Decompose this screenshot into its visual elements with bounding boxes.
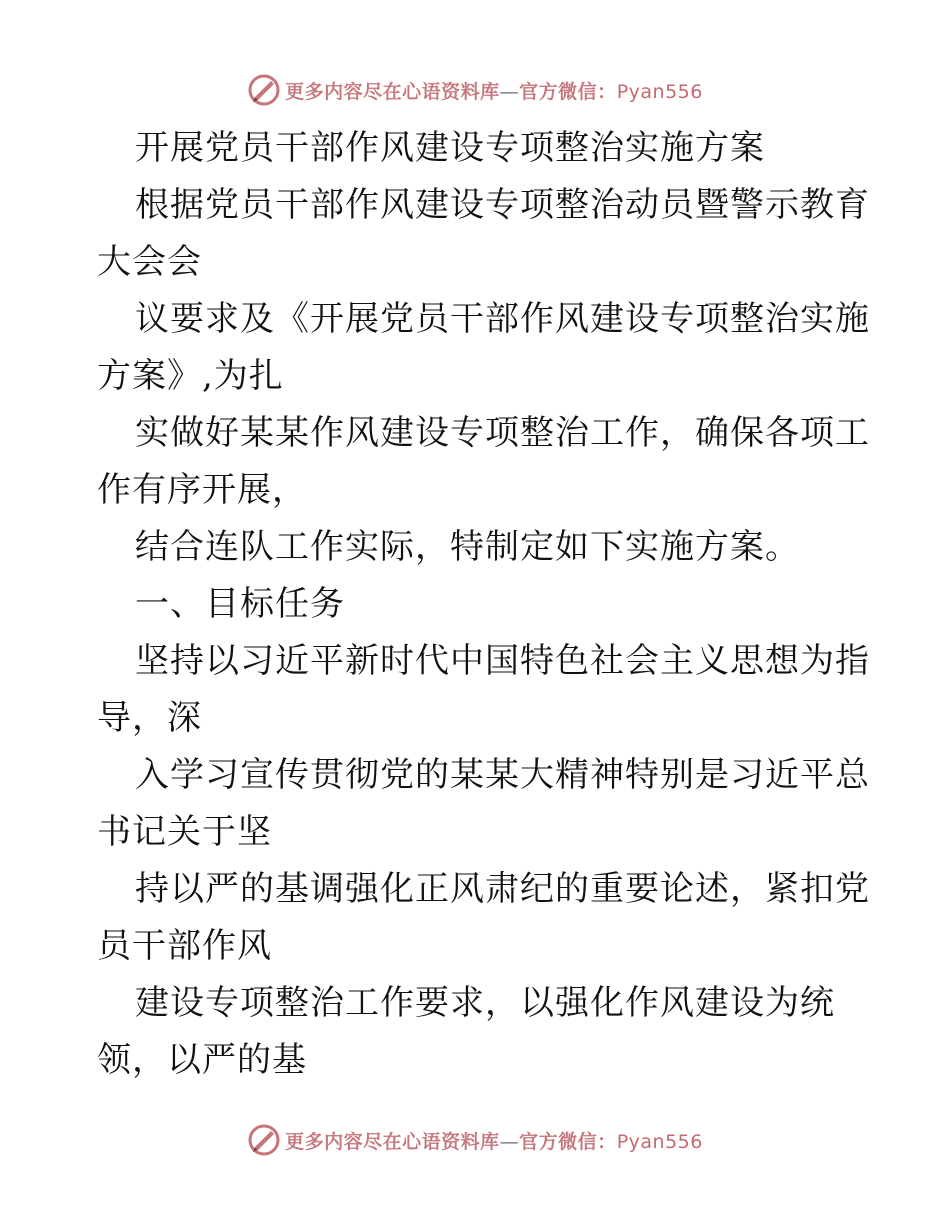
text-line: 导，深	[97, 698, 202, 738]
text-line: 员干部作风	[97, 926, 272, 966]
section-heading: 一、目标任务	[135, 584, 345, 624]
text-line: 持以严的基调强化正风肃纪的重要论述，紧扣党	[135, 869, 870, 909]
text-line: 领，以严的基	[97, 1040, 307, 1080]
text-line: 入学习宣传贯彻党的某某大精神特别是习近平总	[135, 755, 870, 795]
watermark-wechat-id: Pyan556	[616, 80, 703, 103]
text-line: 方案》,为扎	[97, 356, 284, 396]
text-line: 结合连队工作实际，特制定如下实施方案。	[135, 527, 800, 567]
watermark-wechat-id: Pyan556	[616, 1130, 703, 1153]
text-line: 坚持以习近平新时代中国特色社会主义思想为指	[135, 641, 870, 681]
text-line: 作有序开展，	[97, 470, 307, 510]
watermark-wechat-label: 官方微信：	[519, 80, 617, 103]
pen-logo-icon	[247, 73, 281, 107]
watermark-brand: 更多内容尽在心语资料库	[285, 1130, 500, 1153]
text-line: 议要求及《开展党员干部作风建设专项整治实施	[135, 299, 870, 339]
watermark-wechat-label: 官方微信：	[519, 1130, 617, 1153]
watermark-text	[285, 1127, 703, 1154]
watermark-brand: 更多内容尽在心语资料库	[285, 80, 500, 103]
pen-logo-icon	[247, 1123, 281, 1157]
text-line: 根据党员干部作风建设专项整治动员暨警示教育	[135, 185, 870, 225]
document-title: 开展党员干部作风建设专项整治实施方案	[135, 128, 765, 168]
watermark-separator: —	[499, 80, 520, 103]
document-body	[97, 120, 870, 1089]
text-line: 大会会	[97, 242, 202, 282]
text-line: 实做好某某作风建设专项整治工作，确保各项工	[135, 413, 870, 453]
watermark-text	[285, 77, 703, 104]
footer-watermark	[0, 1120, 950, 1160]
watermark-separator: —	[499, 1130, 520, 1153]
header-watermark	[0, 70, 950, 110]
text-line: 建设专项整治工作要求，以强化作风建设为统	[135, 983, 835, 1023]
text-line: 书记关于坚	[97, 812, 272, 852]
